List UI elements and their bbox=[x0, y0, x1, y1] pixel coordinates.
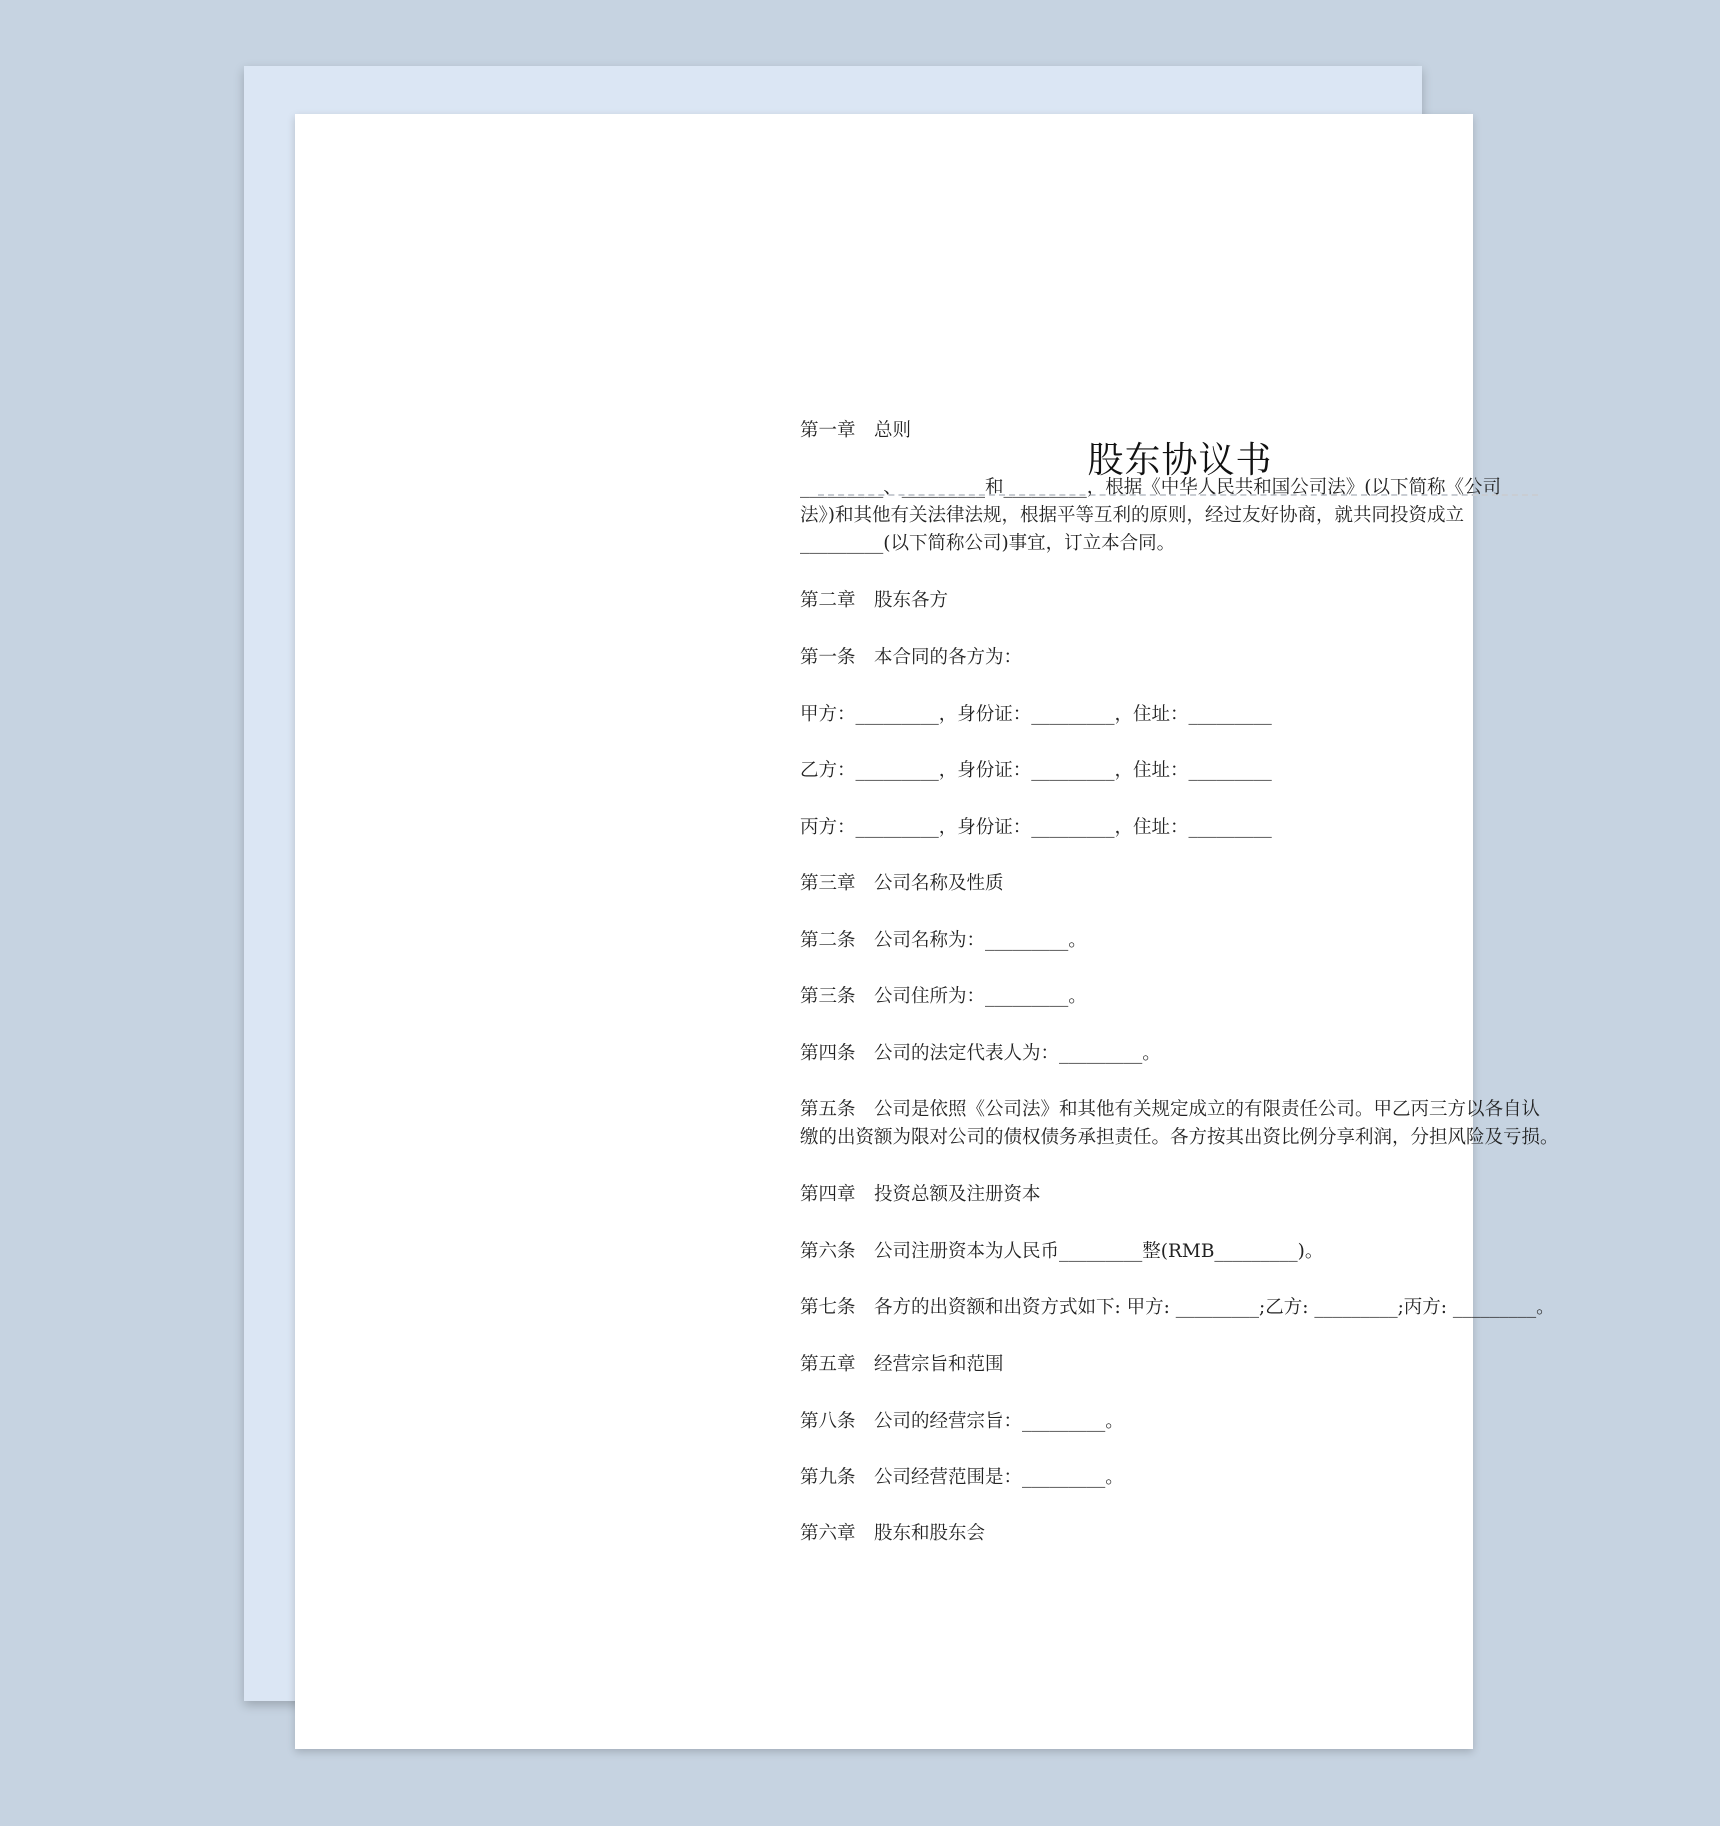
article-2: 第二条 公司名称为：_________。 bbox=[800, 930, 1087, 951]
party-a-line: 甲方：_________，身份证：_________，住址：_________ bbox=[800, 704, 1272, 725]
article-5-paragraph bbox=[800, 1096, 1560, 1152]
document-title: 股东协议书 bbox=[1087, 440, 1273, 481]
preamble-line: 法》)和其他有关法律法规，根据平等互利的原则，经过友好协商，就共同投资成立 bbox=[800, 505, 1464, 526]
chapter-1-heading: 第一章 总则 bbox=[800, 420, 912, 441]
party-b-line: 乙方：_________，身份证：_________，住址：_________ bbox=[800, 760, 1272, 781]
article-6: 第六条 公司注册资本为人民币_________整(RMB_________)。 bbox=[800, 1241, 1324, 1262]
chapter-3-heading: 第三章 公司名称及性质 bbox=[800, 873, 1004, 894]
party-c-line: 丙方：_________，身份证：_________，住址：_________ bbox=[800, 817, 1272, 838]
article-7: 第七条 各方的出资额和出资方式如下: 甲方: _________;乙方: _________;丙方: _________。 bbox=[800, 1297, 1555, 1318]
preamble-paragraph bbox=[800, 474, 1560, 558]
chapter-4-heading: 第四章 投资总额及注册资本 bbox=[800, 1184, 1041, 1205]
chapter-6-heading: 第六章 股东和股东会 bbox=[800, 1523, 986, 1544]
article-3: 第三条 公司住所为：_________。 bbox=[800, 986, 1087, 1007]
article-5-line: 缴的出资额为限对公司的债权债务承担责任。各方按其出资比例分享利润，分担风险及亏损。 bbox=[800, 1127, 1559, 1148]
document-page bbox=[295, 114, 1559, 1749]
preamble-line: _________(以下简称公司)事宜，订立本合同。 bbox=[800, 533, 1176, 554]
chapter-2-heading: 第二章 股东各方 bbox=[800, 590, 949, 611]
article-8: 第八条 公司的经营宗旨：_________。 bbox=[800, 1411, 1124, 1432]
article-4: 第四条 公司的法定代表人为：_________。 bbox=[800, 1043, 1161, 1064]
article-9: 第九条 公司经营范围是：_________。 bbox=[800, 1467, 1124, 1488]
chapter-5-heading: 第五章 经营宗旨和范围 bbox=[800, 1354, 1004, 1375]
preamble-line: _________、_________和_________，根据《中华人民共和国公司法》(以下简称《公司 bbox=[800, 477, 1501, 498]
article-1: 第一条 本合同的各方为： bbox=[800, 647, 1023, 668]
article-5-line: 第五条 公司是依照《公司法》和其他有关规定成立的有限责任公司。甲乙丙三方以各自认 bbox=[800, 1099, 1541, 1120]
